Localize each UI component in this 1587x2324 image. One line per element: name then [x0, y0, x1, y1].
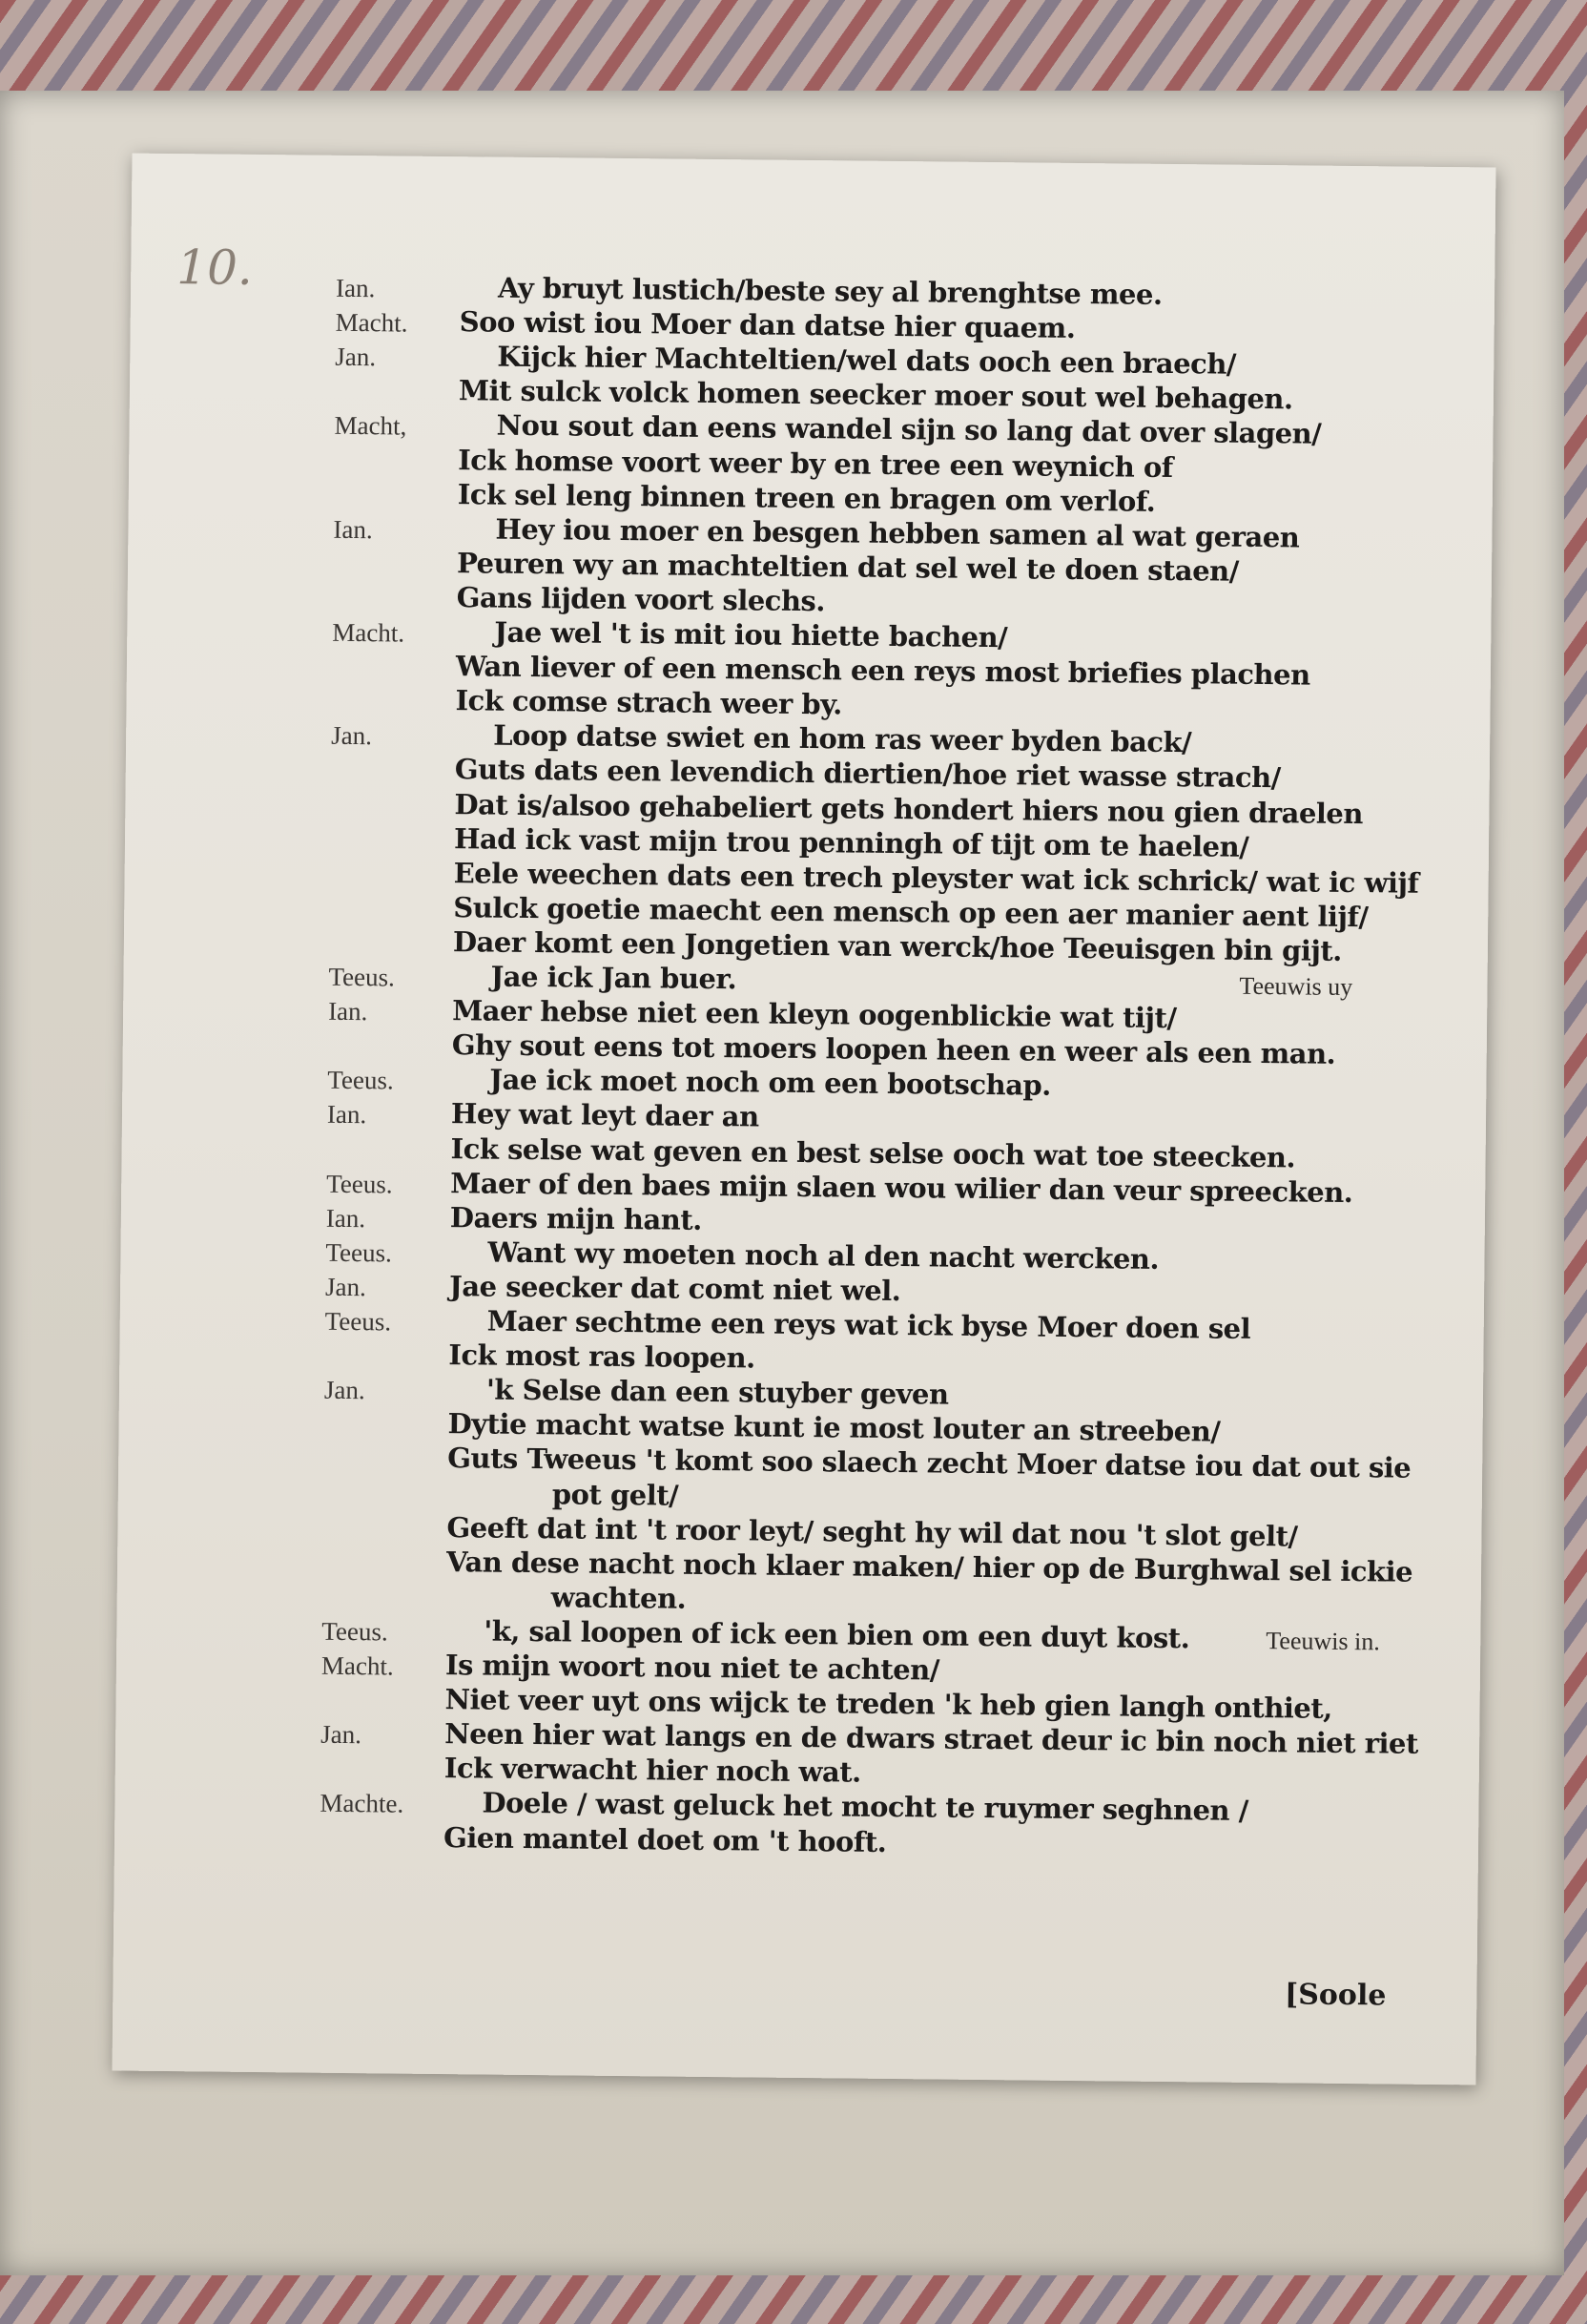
- verse-text: Guts dats een levendich diertien/hoe riet wasse strach/: [454, 753, 1281, 795]
- verse-text: Jae ick Jan buer.: [490, 960, 737, 996]
- verse-text: Soo wist iou Moer dan datse hier quaem.: [459, 305, 1076, 345]
- verse-text: Peuren wy an machteltien dat sel wel te doen staen/: [456, 546, 1240, 588]
- verse-text: 'k Selse dan een stuyber geven: [485, 1373, 949, 1411]
- verse-text: Ay bruyt lustich/beste sey al brenghtse mee.: [497, 271, 1163, 311]
- verse-text: Niet veer uyt ons wijck te treden 'k heb gien langh onthiet,: [444, 1683, 1333, 1725]
- verse-text: Dytie macht watse kunt ie most louter an streeben/: [447, 1407, 1221, 1448]
- speaker-name: Teeus.: [321, 1616, 388, 1647]
- verse-lines: [131, 268, 1494, 1858]
- speaker-name: Jan.: [324, 1272, 367, 1302]
- verse-text: Ick comse strach weer by.: [455, 684, 842, 721]
- verse-text: Ghy sout eens tot moers loopen heen en weer als een man.: [451, 1028, 1336, 1071]
- verse-text: Nou sout dan eens wandel sijn so lang dat over slagen/: [496, 408, 1322, 451]
- verse-text: Jae seecker dat comt niet wel.: [448, 1270, 901, 1307]
- verse-text: Had ick vast mijn trou penningh of tijt om te haelen/: [453, 821, 1249, 863]
- speaker-name: Teeus.: [326, 1169, 393, 1199]
- verse-text: Van dese nacht noch klaer maken/ hier op de Burghwal sel ickie: [445, 1545, 1413, 1588]
- printed-page: [113, 154, 1496, 2085]
- speaker-name: Jan.: [323, 1375, 365, 1405]
- verse-text: Gans lijden voort slechs.: [456, 581, 826, 618]
- speaker-name: Teeus.: [325, 1237, 393, 1268]
- speaker-name: Ian.: [325, 1203, 366, 1233]
- speaker-name: Jan.: [320, 1719, 362, 1750]
- verse-text: Ick verwacht hier noch wat.: [443, 1752, 861, 1789]
- speaker-name: Ian.: [335, 273, 376, 303]
- speaker-name: Ian.: [326, 1100, 367, 1130]
- speaker-name: Jan.: [335, 342, 377, 372]
- speaker-name: Ian.: [328, 996, 368, 1027]
- verse-text: Ick most ras loopen.: [448, 1338, 755, 1375]
- speaker-name: Jan.: [331, 721, 373, 751]
- verse-text: Kijck hier Machteltien/wel dats ooch een braech/: [497, 340, 1237, 381]
- verse-text: Eele weechen dats een trech pleyster wat ick schrick/ wat ic wijf: [453, 856, 1419, 900]
- verse-text: Ick selse wat geven en best selse ooch wat toe steecken.: [450, 1131, 1296, 1173]
- verse-text: Maer sechtme een reys wat ick byse Moer doen sel: [486, 1304, 1251, 1345]
- speaker-name: Teeus.: [324, 1306, 392, 1337]
- speaker-name: Machte.: [319, 1789, 404, 1819]
- verse-text: Hey iou moer en besgen hebben samen al wat geraen: [495, 512, 1300, 554]
- verse-text: 'k, sal loopen of ick een bien om een duyt kost.: [484, 1614, 1190, 1655]
- verse-text: Dat is/alsoo gehabeliert gets hondert hiers nou gien draelen: [454, 787, 1364, 830]
- verse-text: pot gelt/: [551, 1477, 679, 1512]
- speaker-name: Teeus.: [328, 962, 396, 992]
- folio-number: 10.: [176, 239, 254, 296]
- speaker-name: Macht,: [334, 411, 407, 441]
- speaker-name: Ian.: [333, 514, 373, 544]
- verse-text: Jae wel 't is mit iou hiette bachen/: [494, 615, 1008, 654]
- stage-direction: Teeuwis uy: [1239, 971, 1353, 1002]
- verse-text: Maer hebse niet een kleyn oogenblickie wat tijt/: [451, 994, 1177, 1035]
- speaker-name: Macht.: [332, 617, 405, 648]
- verse-text: Geeft dat int 't roor leyt/ seght hy wil dat nou 't slot gelt/: [446, 1510, 1298, 1553]
- verse-text: Loop datse swiet en hom ras weer byden back/: [493, 718, 1192, 759]
- verse-text: Daers mijn hant.: [449, 1200, 702, 1236]
- verse-text: Ick sel leng binnen treen en bragen om verlof.: [457, 477, 1156, 518]
- verse-text: Want wy moeten noch al den nacht wercken.: [487, 1235, 1160, 1276]
- verse-text: Is mijn woort nou niet te achten/: [444, 1649, 940, 1687]
- verse-text: Daer komt een Jongetien van werck/hoe Teeuisgen bin gijt.: [452, 925, 1343, 967]
- verse-text: Hey wat leyt daer an: [450, 1097, 759, 1133]
- speaker-name: Macht.: [335, 307, 408, 338]
- catchword: [Soole: [1284, 1978, 1387, 2013]
- verse-text: Mit sulck volck homen seecker moer sout wel behagen.: [458, 374, 1293, 416]
- verse-text: wachten.: [550, 1581, 687, 1615]
- verse-text: Neen hier wat langs en de dwars straet deur ic bin noch niet riet: [444, 1717, 1419, 1760]
- verse-text: Ick homse voort weer by en tree een weynich of: [458, 443, 1173, 484]
- verse-text: Doele / wast geluck het mocht te ruymer seghnen /: [482, 1786, 1248, 1828]
- verse-text: Maer of den baes mijn slaen wou wilier dan veur spreecken.: [450, 1166, 1353, 1209]
- speaker-name: Teeus.: [327, 1066, 394, 1095]
- stage-direction: Teeuwis in.: [1266, 1626, 1380, 1656]
- speaker-name: Macht.: [320, 1650, 394, 1681]
- verse-text: Gien mantel doet om 't hooft.: [443, 1820, 887, 1858]
- verse-text: Sulck goetie maecht een mensch op een aer manier aent lijf/: [453, 890, 1369, 933]
- verse-text: Jae ick moet noch om een bootschap.: [489, 1063, 1052, 1103]
- verse-text: Wan liever of een mensch een reys most briefies plachen: [455, 650, 1310, 692]
- verse-text: Guts Tweeus 't komt soo slaech zecht Moer datse iou dat out sie: [447, 1442, 1412, 1485]
